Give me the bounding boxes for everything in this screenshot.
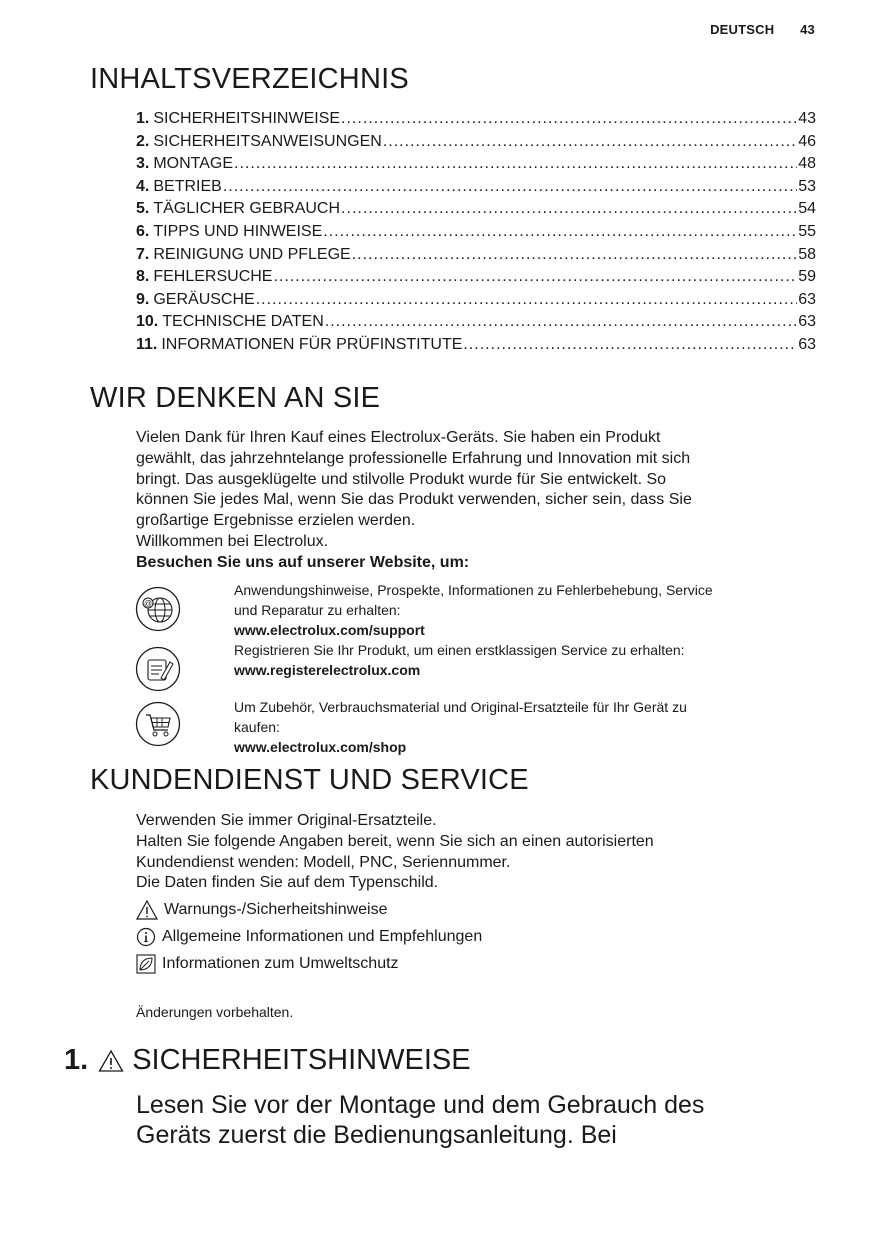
table-of-contents [136,110,816,359]
section-1-lead [136,1090,836,1150]
toc-leader-dots [463,336,797,354]
legend-environment [136,954,399,974]
toc-item-page: 53 [798,177,816,195]
intro-line: Vielen Dank für Ihren Kauf eines Electrolux-Geräts. Sie haben ein Produkt [136,429,661,446]
toc-item-number: 9. [136,290,150,308]
legend-label: Informationen zum Umweltschutz [162,955,399,972]
globe-at-icon [135,586,181,632]
toc-item-number: 6. [136,222,150,240]
service-text [136,811,816,894]
toc-item[interactable] [136,246,816,269]
toc-item-number: 7. [136,245,150,263]
toc-item[interactable] [136,336,816,359]
link-description: und Reparatur zu erhalten: [234,602,401,618]
lead-line: Geräts zuerst die Bedienungsanleitung. Bei [136,1121,617,1149]
toc-item-label: TIPPS UND HINWEISE [153,222,323,240]
welcome-line: Willkommen bei Electrolux. [136,532,329,550]
toc-item-label: SICHERHEITSANWEISUNGEN [153,132,382,150]
header-language: DEUTSCH [710,22,775,37]
toc-item-label: GERÄUSCHE [153,290,255,308]
header-page-number: 43 [800,22,815,37]
toc-item[interactable] [136,200,816,223]
toc-title: INHALTSVERZEICHNIS [90,63,409,95]
visit-heading: Besuchen Sie uns auf unserer Website, um: [136,553,470,571]
service-line: Halten Sie folgende Angaben bereit, wenn Sie sich an einen autorisierten [136,832,654,850]
toc-leader-dots [273,268,797,286]
toc-item-page: 63 [798,335,816,353]
legend-warning [136,899,388,921]
register-pen-icon [135,646,181,692]
toc-item-page: 55 [798,222,816,240]
toc-item[interactable] [136,223,816,246]
toc-item-label: TÄGLICHER GEBRAUCH [153,200,341,218]
toc-leader-dots [256,291,798,309]
link-description: Um Zubehör, Verbrauchsmaterial und Original-Ersatzteile für Ihr Gerät zu [234,699,687,715]
changes-note: Änderungen vorbehalten. [136,1004,294,1020]
toc-item-page: 63 [798,313,816,331]
toc-item-label: INFORMATIONEN FÜR PRÜFINSTITUTE [161,335,463,353]
toc-item-page: 63 [798,290,816,308]
toc-leader-dots [341,200,797,218]
toc-item-number: 2. [136,132,150,150]
register-url-link[interactable]: www.registerelectrolux.com [234,662,421,678]
support-url-link[interactable]: www.electrolux.com/support [234,622,425,638]
toc-item[interactable] [136,313,816,336]
svg-text:@: @ [143,599,153,608]
toc-item[interactable] [136,110,816,133]
service-line: Die Daten finden Sie auf dem Typenschild. [136,874,439,892]
info-circle-icon [136,927,156,947]
service-line: Kundendienst wenden: Modell, PNC, Seriennummer. [136,853,511,871]
toc-leader-dots [323,223,797,241]
toc-item-label: TECHNISCHE DATEN [162,313,324,331]
intro-line: gewählt, das jahrzehntelange professionelle Erfahrung und Innovation mit sich [136,449,691,467]
service-title: KUNDENDIENST UND SERVICE [90,764,529,796]
toc-leader-dots [383,133,797,151]
shop-link-block [234,697,814,757]
toc-item[interactable] [136,291,816,314]
leaf-icon [136,954,156,974]
section-title: SICHERHEITSHINWEISE [132,1044,471,1076]
toc-item[interactable] [136,178,816,201]
toc-item-page: 43 [798,110,816,127]
shop-url-link[interactable]: www.electrolux.com/shop [234,739,407,755]
toc-item-number: 4. [136,177,150,195]
toc-item[interactable] [136,268,816,291]
toc-leader-dots [223,178,797,196]
page-header [710,22,815,37]
legend-label: Warnungs-/Sicherheitshinweise [164,901,388,918]
toc-item-page: 46 [798,132,816,150]
warning-triangle-icon [98,1049,124,1073]
toc-leader-dots [325,313,797,331]
toc-leader-dots [234,155,797,173]
intro-line: bringt. Das ausgeklügelte und stilvolle Produkt wurde für Sie entwickelt. So [136,470,667,488]
service-line: Verwenden Sie immer Original-Ersatzteile. [136,812,437,829]
link-description: Anwendungshinweise, Prospekte, Informationen zu Fehlerbehebung, Service [234,582,713,598]
toc-item-page: 54 [798,200,816,218]
shopping-cart-icon [135,701,181,747]
link-description: Registrieren Sie Ihr Produkt, um einen erstklassigen Service zu erhalten: [234,642,685,658]
toc-item-page: 58 [798,245,816,263]
intro-text [136,428,816,574]
toc-item-number: 5. [136,200,150,218]
toc-item-number: 3. [136,155,150,173]
intro-title: WIR DENKEN AN SIE [90,382,381,414]
section-1-heading [64,1044,471,1077]
lead-line: Lesen Sie vor der Montage und dem Gebrauch des [136,1091,705,1119]
toc-item-page: 59 [798,268,816,286]
support-link-block [234,580,814,640]
toc-item-number: 1. [136,110,150,127]
toc-leader-dots [352,246,798,264]
toc-item-number: 8. [136,268,150,286]
link-description: kaufen: [234,719,280,735]
legend-label: Allgemeine Informationen und Empfehlungen [162,928,483,945]
toc-item-label: FEHLERSUCHE [153,268,273,286]
toc-item-label: BETRIEB [153,177,222,195]
section-number: 1. [64,1044,89,1076]
toc-item-label: SICHERHEITSHINWEISE [153,110,341,127]
toc-item-label: REINIGUNG UND PFLEGE [153,245,351,263]
toc-item-page: 48 [798,155,816,173]
toc-item-label: MONTAGE [153,155,234,173]
toc-item[interactable] [136,133,816,156]
intro-line: großartige Ergebnisse erzielen werden. [136,512,416,530]
warning-triangle-icon [136,899,158,921]
legend-info [136,927,482,947]
register-link-block [234,640,814,680]
toc-item[interactable] [136,155,816,178]
toc-item-number: 10. [136,313,159,331]
intro-line: können Sie jedes Mal, wenn Sie das Produkt verwenden, sicher sein, dass Sie [136,491,692,509]
toc-leader-dots [341,110,797,128]
toc-item-number: 11. [136,335,158,353]
